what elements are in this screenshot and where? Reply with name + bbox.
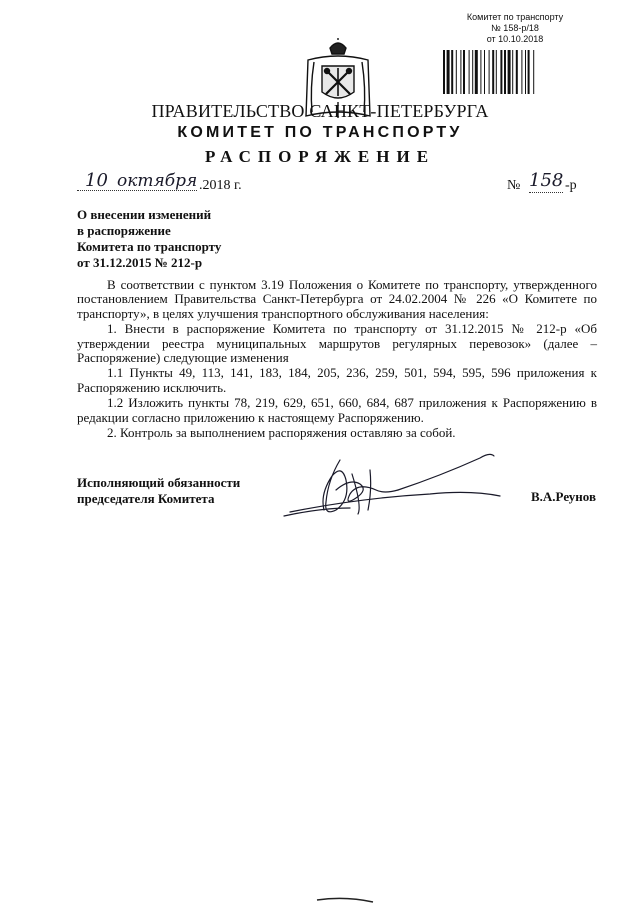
date-underline bbox=[77, 190, 197, 191]
document-subject bbox=[77, 207, 277, 271]
barcode-icon bbox=[443, 50, 587, 94]
document-body bbox=[77, 278, 597, 440]
signer-name: В.А.Реунов bbox=[531, 489, 596, 504]
signer-position-line: Исполняющий обязанности bbox=[77, 475, 241, 490]
government-title: ПРАВИТЕЛЬСТВО САНКТ-ПЕТЕРБУРГА bbox=[151, 101, 489, 121]
item-1-1: 1.1 Пункты 49, 113, 141, 183, 184, 205, 236, 259, 501, 594, 595, 596 приложения к Распоряжению исключить. bbox=[77, 365, 597, 395]
registration-stamp bbox=[440, 12, 590, 45]
document-type: РАСПОРЯЖЕНИЕ bbox=[204, 147, 436, 166]
subject-line: Комитета по транспорту bbox=[77, 239, 222, 254]
date-number-line bbox=[77, 170, 597, 194]
stamp-title: Комитет по транспорту bbox=[466, 12, 564, 22]
number-suffix: -р bbox=[565, 178, 577, 193]
signer-position bbox=[77, 475, 297, 507]
number-underline bbox=[529, 192, 563, 193]
date-month: октября bbox=[117, 171, 198, 191]
handwritten-signature-icon bbox=[280, 450, 510, 530]
stamp-date: от 10.10.2018 bbox=[486, 34, 544, 44]
subject-line: от 31.12.2015 № 212-р bbox=[77, 255, 203, 270]
date-day: 10 bbox=[85, 170, 108, 191]
number-label: № bbox=[507, 178, 521, 193]
item-2: 2. Контроль за выполнением распоряжения оставляю за собой. bbox=[107, 425, 456, 441]
subject-line: О внесении изменений bbox=[77, 207, 212, 222]
item-1: 1. Внести в распоряжение Комитета по транспорту от 31.12.2015 № 212-р «Об утверждении реестра муниципальных маршрутов регулярных перевозок» (далее – Распоряжение) следующие изменения bbox=[77, 321, 597, 366]
stamp-number: № 158-р/18 bbox=[491, 23, 539, 33]
preamble-paragraph: В соответствии с пунктом 3.19 Положения о Комитете по транспорту, утвержденного постановлением Правительства Санкт-Петербурга от 24.02.2004 № 226 «О Комитете по транспорту», в целях улучшения транспортного обслуживания населения: bbox=[77, 277, 597, 321]
item-1-2: 1.2 Изложить пункты 78, 219, 629, 651, 660, 684, 687 приложения к Распоряжению в редакции согласно приложению к настоящему Распоряжению. bbox=[77, 395, 597, 425]
committee-title: КОМИТЕТ ПО ТРАНСПОРТУ bbox=[177, 124, 463, 141]
scan-mark-icon bbox=[315, 894, 375, 904]
signer-position-line: председателя Комитета bbox=[77, 491, 215, 506]
subject-line: в распоряжение bbox=[77, 223, 171, 238]
date-year: .2018 г. bbox=[199, 178, 242, 193]
number-value: 158 bbox=[529, 170, 564, 191]
